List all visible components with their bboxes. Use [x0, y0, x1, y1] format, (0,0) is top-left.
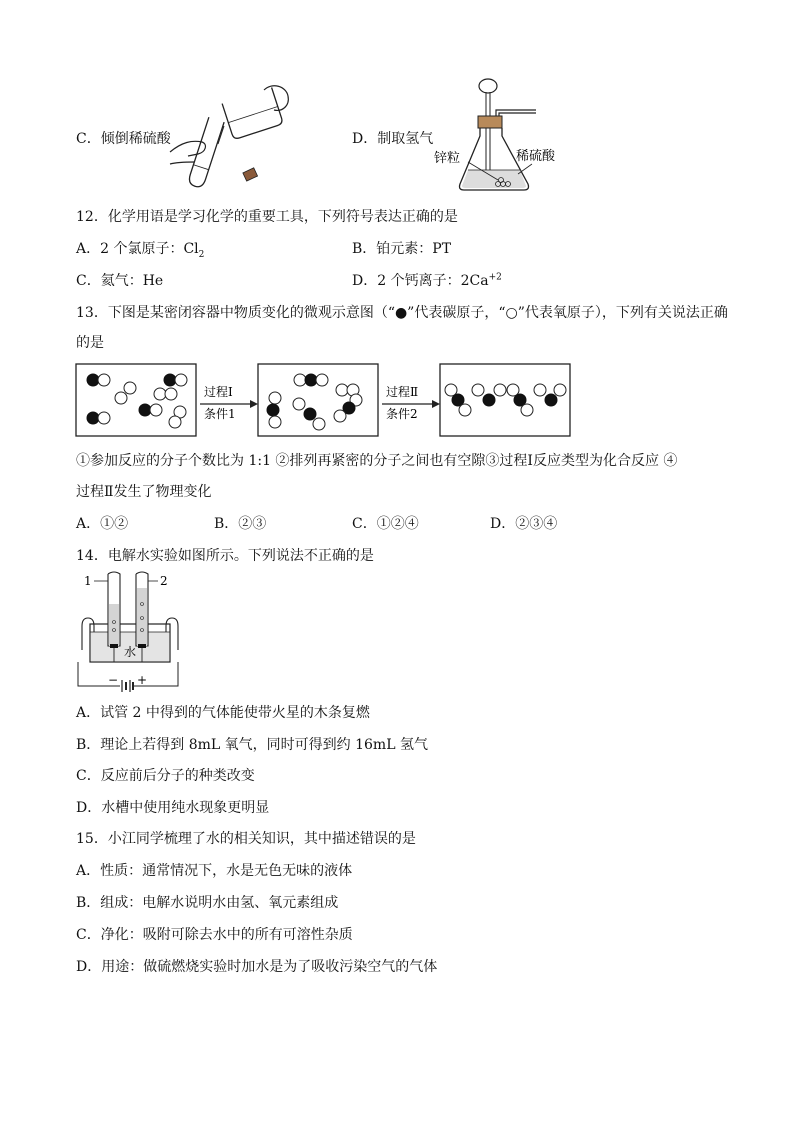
q15-option-c[interactable]: C．净化：吸附可除去水中的所有可溶性杂质	[76, 927, 353, 943]
electrolysis-figure	[74, 570, 186, 692]
q13-option-a[interactable]: A．①②	[76, 516, 129, 532]
plus-label: +	[137, 673, 148, 687]
q13-stem-line1: 13．下图是某密闭容器中物质变化的微观示意图（“●”代表碳原子，“○”代表氧原子），下列有关说法正确	[76, 305, 728, 321]
q12-option-d-formula: 2Ca	[460, 273, 489, 289]
q13-statements-line1: ①参加反应的分子个数比为 1:1 ②排列再紧密的分子之间也有空隙③过程Ⅰ反应类型为化合反应 ④	[76, 453, 678, 469]
pouring-acid-figure	[168, 82, 296, 194]
q13-option-d[interactable]: D．②③④	[490, 516, 558, 532]
q12-option-a-text: A．2 个氯原子：	[76, 241, 184, 257]
process1-bottom-label: 条件1	[204, 407, 236, 421]
tube1-label: 1	[84, 574, 92, 588]
q13-stem-line2: 的是	[76, 335, 104, 351]
q12-stem: 12．化学用语是学习化学的重要工具，下列符号表达正确的是	[76, 209, 458, 225]
process1-top-label: 过程Ⅰ	[204, 385, 233, 399]
q12-option-a-subscript: 2	[198, 249, 205, 260]
q14-option-c[interactable]: C．反应前后分子的种类改变	[76, 768, 255, 784]
water-label: 水	[124, 645, 137, 659]
q12-option-d-text: D．2 个钙离子：	[352, 273, 461, 289]
q14-option-d[interactable]: D．水槽中使用纯水现象更明显	[76, 800, 270, 816]
process2-bottom-label: 条件2	[386, 407, 418, 421]
q13-statements-line2: 过程Ⅱ发生了物理变化	[76, 484, 212, 500]
q15-option-b[interactable]: B．组成：电解水说明水由氢、氧元素组成	[76, 895, 339, 911]
acid-label: 稀硫酸	[516, 149, 556, 164]
zinc-label: 锌粒	[434, 151, 461, 166]
q14-option-b[interactable]: B．理论上若得到 8mL 氧气，同时可得到约 16mL 氢气	[76, 737, 428, 753]
hydrogen-apparatus-figure	[432, 72, 562, 202]
q15-stem: 15．小江同学梳理了水的相关知识，其中描述错误的是	[76, 831, 416, 847]
q13-option-c[interactable]: C．①②④	[352, 516, 419, 532]
q12-option-b[interactable]: B．铂元素：PT	[352, 241, 452, 257]
minus-label: −	[108, 673, 119, 687]
q14-stem: 14．电解水实验如图所示。下列说法不正确的是	[76, 548, 374, 564]
q11-option-c[interactable]: C．倾倒稀硫酸	[76, 131, 171, 147]
q11-option-d[interactable]: D．制取氢气	[352, 131, 434, 147]
q12-option-a-formula: Cl	[183, 241, 199, 257]
tube2-label: 2	[160, 574, 168, 588]
q12-option-c[interactable]: C．氦气：He	[76, 273, 164, 289]
q13-option-b[interactable]: B．②③	[214, 516, 267, 532]
q15-option-d[interactable]: D．用途：做硫燃烧实验时加水是为了吸收污染空气的气体	[76, 959, 438, 975]
q12-option-d[interactable]	[352, 271, 502, 291]
q12-option-a[interactable]	[76, 239, 204, 259]
q12-option-d-superscript: +2	[488, 272, 502, 283]
q14-option-a[interactable]: A．试管 2 中得到的气体能使带火星的木条复燃	[76, 705, 370, 721]
process2-top-label: 过程Ⅱ	[386, 385, 419, 399]
molecule-diagram	[74, 362, 574, 440]
q15-option-a[interactable]: A．性质：通常情况下，水是无色无味的液体	[76, 863, 353, 879]
